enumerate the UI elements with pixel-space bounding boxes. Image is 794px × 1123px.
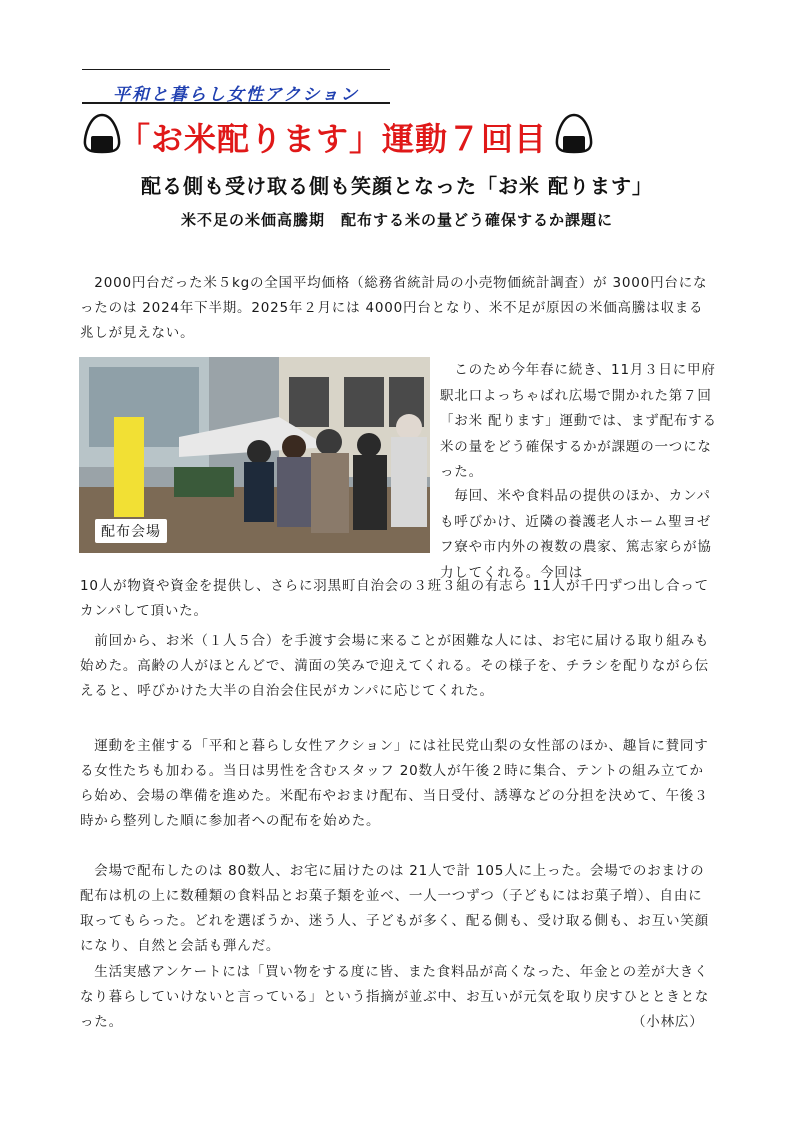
campaign-title: 「お米配ります」運動７回目 — [118, 120, 548, 158]
author-signature: （小林広） — [632, 1014, 704, 1030]
paragraph-2: このため今年春に続き、11月３日に甲府駅北口よっちゃばれ広場で開かれた第７回「お米 配ります」運動では、まず配布する米の量をどう確保するかが課題の一つになった。 — [440, 362, 717, 480]
paragraph-6: 会場で配布したのは 80数人、お宅に届けたのは 21人で計 105人に上った。会場でのおまけの配布は机の上に数種類の食料品とお菓子類を並べ、一人一つずつ（子どもにはお菓子増）、自由に取ってもらった。どれを選ぼうか、迷う人、子どもが多く、配る側も、受け取る側も、お互い笑顔になり、自然と会話も弾んだ。 — [80, 863, 709, 954]
paragraph-3-side: 毎回、米や食料品の提供のほか、カンパも呼びかけ、近隣の養護老人ホーム聖ヨゼフ寮や市内外の複数の農家、篤志家らが協力してくれる。今回は — [440, 488, 712, 581]
paragraph-1: 2000円台だった米５kgの全国平均価格（総務省統計局の小売物価統計調査）が 3000円台になったのは 2024年下半期。2025年２月には 4000円台となり、米不足が原因の米価高騰は収まる兆しが見えない。 — [80, 275, 708, 341]
campaign-banner — [82, 112, 682, 162]
paragraph-4: 前回から、お米（１人５合）を手渡す会場に来ることが困難な人には、お宅に届ける取り組みも始めた。高齢の人がほとんどで、満面の笑みで迎えてくれる。その様子を、チラシを配りながら伝えると、呼びかけた大半の自治会住民がカンパに応じてくれた。 — [80, 633, 710, 699]
paragraph-7: 生活実感アンケートには「買い物をする度に皆、また食料品が高くなった、年金との差が大きくなり暮らしていけないと言っている」という指摘が並ぶ中、お互いが元気を取り戻すひとときとなった。 — [80, 964, 710, 1030]
paragraph-5: 運動を主催する「平和と暮らし女性アクション」には社民党山梨の女性部のほか、趣旨に賛同する女性たちも加わる。当日は男性を含むスタッフ 20数人が午後２時に集合、テントの組み立てから始め、会場の準備を進めた。米配布やおまけ配布、当日受付、誘導などの分担を決めて、午後３時から整列した順に参加者への配布を始めた。 — [80, 738, 709, 829]
photo-caption: 配布会場 — [95, 519, 167, 543]
organization-name: 平和と暮らし女性アクション — [112, 85, 360, 105]
paragraph-3-full: 10人が物資や資金を提供し、さらに羽黒町自治会の３班３組の有志ら 11人が千円ずつ出し合ってカンパして頂いた。 — [80, 578, 709, 619]
secondary-subtitle: 米不足の米価高騰期 配布する米の量どう確保するか課題に — [180, 211, 613, 229]
header-top-rule — [82, 69, 390, 70]
onigiri-icon — [554, 112, 594, 154]
main-subtitle: 配る側も受け取る側も笑顔となった「お米 配ります」 — [141, 174, 653, 198]
header-rule — [82, 69, 390, 70]
onigiri-icon — [82, 112, 122, 154]
event-photo — [79, 357, 430, 553]
